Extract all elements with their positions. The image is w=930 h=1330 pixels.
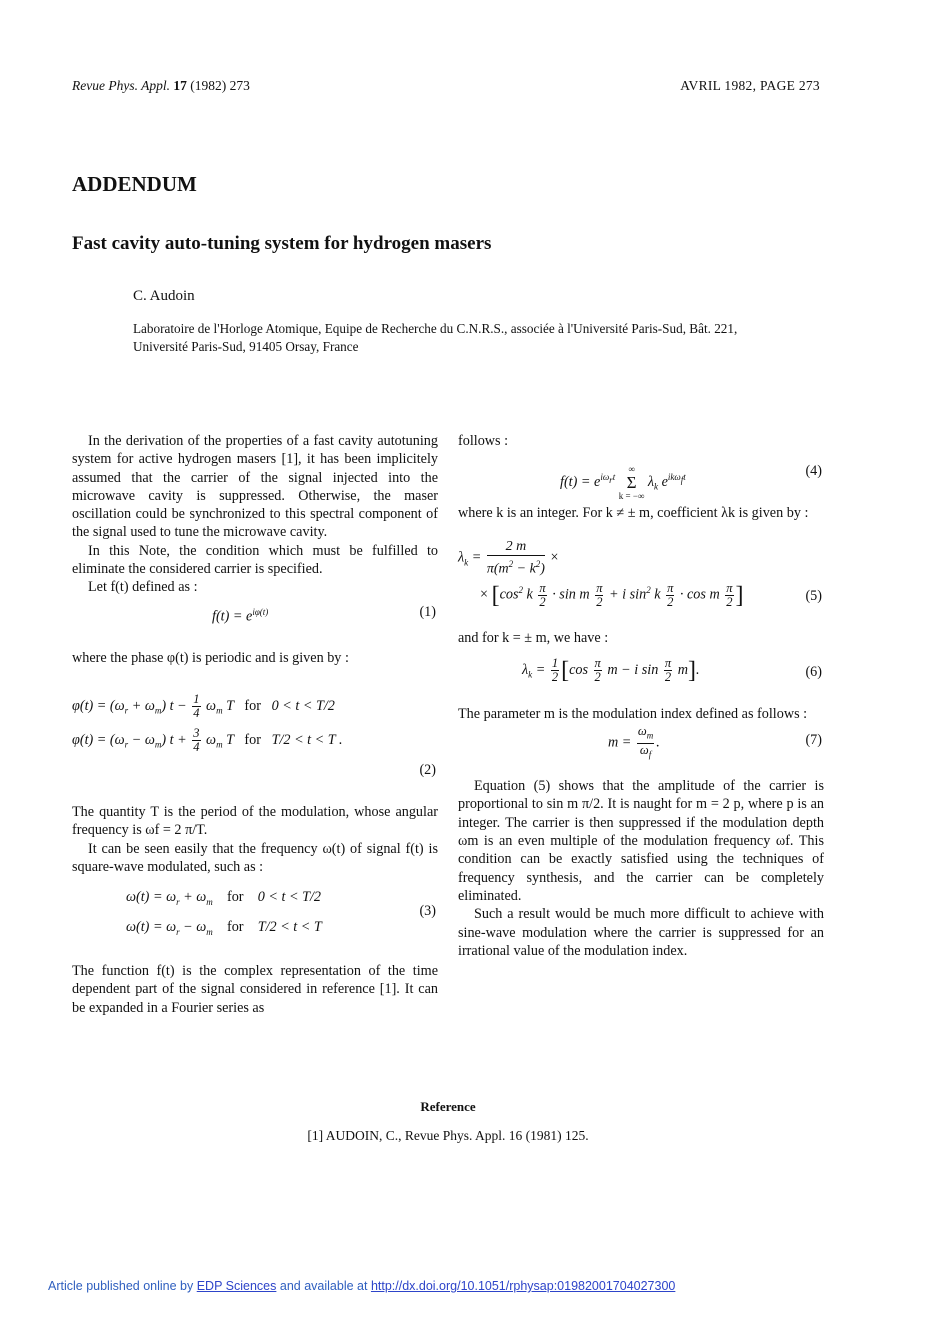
- equation-body: $\omega(t) = \omega_r - \omega_m$ for T/2 < t < T: [126, 919, 322, 937]
- right-column: [458, 432, 824, 960]
- equation-2-number-row: [72, 761, 438, 783]
- affiliation: Laboratoire de l'Horloge Atomique, Equipe de Recherche du C.N.R.S., associée à l'Université Paris-Sud, Bât. 221, Université Paris-Sud, 91405 Orsay, France: [133, 321, 738, 354]
- publisher-link[interactable]: EDP Sciences: [196, 1279, 277, 1293]
- paragraph: where the phase φ(t) is periodic and is given by :: [72, 649, 349, 666]
- equation-7: [458, 723, 824, 761]
- paragraph: The function f(t) is the complex representation of the time dependent part of the signal considered in reference [1]. It can be expanded in a Fourier series as: [72, 963, 438, 1016]
- journal-year-page: (1982) 273: [190, 78, 250, 93]
- section-heading: ADDENDUM: [72, 172, 197, 196]
- equation-body: $\varphi(t) = (\omega_r - \omega_m) t$ + $\frac{3}{4}$ $\omega_m$ T for T/2 < t < T .: [72, 725, 343, 754]
- equation-2-line-2: [72, 723, 438, 755]
- equation-5-line-2: [458, 575, 824, 615]
- paragraph: where k is an integer. For k ≠ ± m, coefficient λk is given by :: [458, 505, 809, 522]
- paragraph: Let f(t) defined as :: [88, 579, 198, 596]
- doi-link[interactable]: http://dx.doi.org/10.1051/rphysap:01982001704027300: [370, 1279, 676, 1293]
- equation-number: (2): [419, 761, 436, 778]
- equation-body: × [$\cos^2$ k $\frac{\pi}{2}$ · sin m $\frac{\pi}{2}$ + i $\sin^2 k$ $\frac{\pi}{2}$ · cos m $\frac{\pi}{2}$ ]: [480, 580, 744, 609]
- paragraph: The quantity T is the period of the modulation, whose angular frequency is ωf = 2 π/T.: [72, 803, 438, 839]
- equation-5-line-1: [458, 535, 824, 577]
- equation-body: $\omega(t) = \omega_r + \omega_m$ for 0 < t < T/2: [126, 889, 322, 907]
- equation-body: $f(t) = e^{i\varphi(t)}$: [212, 606, 269, 625]
- equation-number: (4): [805, 463, 822, 480]
- equation-body: $\varphi(t) = (\omega_r + \omega_m) t$ − $\frac{1}{4}$ $\omega_m$ T for 0 < t < T/2: [72, 691, 335, 720]
- paragraph: In the derivation of the properties of a fast cavity autotuning system for active hydrogen masers [1], it has been implicitely assumed that the carrier of the signal injected into the microwave cavity is suppressed. Otherwise, the maser oscillation could be synchronized to this spectral component of the signal used to tune the microwave cavity.: [72, 433, 438, 541]
- footer-prefix: Article published online by: [48, 1279, 194, 1293]
- equation-number: (7): [805, 732, 822, 749]
- equation-6: [458, 653, 824, 693]
- publication-footer: [48, 1279, 675, 1293]
- reference-item: [1] AUDOIN, C., Revue Phys. Appl. 16 (1981) 125.: [307, 1128, 589, 1143]
- equation-body: $\lambda_k$ = $\frac{1}{2}$ [cos $\frac{\pi}{2}$ m − i sin $\frac{\pi}{2}$ m].: [522, 655, 700, 684]
- paragraph: Equation (5) shows that the amplitude of the carrier is proportional to sin m π/2. It is naught for m = 2 p, where p is an integer. The carrier is then suppressed if the modulation depth ωm is an even multiple of the modulation frequency ωf. This condition can be exactly satisfied using the techniques of frequency synthesis, and the carrier can be completely eliminated.: [458, 778, 824, 904]
- equation-body: m = $\frac{\omega_m}{\omega_f}$ .: [608, 724, 660, 760]
- equation-body: $\lambda_k$ = $\frac{2 m}{\pi(m^2 - k^2)}$ ×: [458, 538, 559, 577]
- author: C. Audoin: [133, 288, 195, 304]
- footer-middle: and available at: [279, 1279, 368, 1293]
- running-header-right: AVRIL 1982, PAGE 273: [680, 78, 820, 93]
- paragraph: In this Note, the condition which must be fulfilled to eliminate the considered carrier is specified.: [72, 542, 438, 578]
- running-header-left: [72, 78, 250, 94]
- equation-number: (5): [805, 587, 822, 604]
- journal-name: Revue Phys. Appl.: [72, 78, 170, 93]
- equation-number: (3): [419, 903, 436, 920]
- equation-1: [72, 603, 438, 629]
- paragraph: It can be seen easily that the frequency ω(t) of signal f(t) is square-wave modulated, such as :: [72, 840, 438, 875]
- equation-4: [458, 456, 824, 502]
- equation-body: $f(t) = e^{i\omega_rt}$ ∞ Σ k = −∞ $\lambda_k$ $e^{ik\omega_ft}$: [560, 464, 686, 502]
- paragraph: and for k = ± m, we have :: [458, 629, 609, 646]
- paragraph: Such a result would be much more difficult to achieve with sine-wave modulation where the carrier is suppressed for an irrational value of the modulation index.: [458, 906, 824, 959]
- paragraph: follows :: [458, 433, 509, 449]
- reference-heading: Reference: [420, 1099, 476, 1114]
- equation-3: [72, 884, 438, 946]
- article-title: Fast cavity auto-tuning system for hydrogen masers: [72, 233, 492, 254]
- left-column: [72, 432, 438, 1017]
- equation-number: (6): [805, 663, 822, 680]
- equation-number: (1): [419, 603, 436, 620]
- journal-volume: 17: [173, 78, 187, 93]
- equation-2-line-1: [72, 687, 438, 719]
- paragraph: The parameter m is the modulation index defined as follows :: [458, 705, 808, 722]
